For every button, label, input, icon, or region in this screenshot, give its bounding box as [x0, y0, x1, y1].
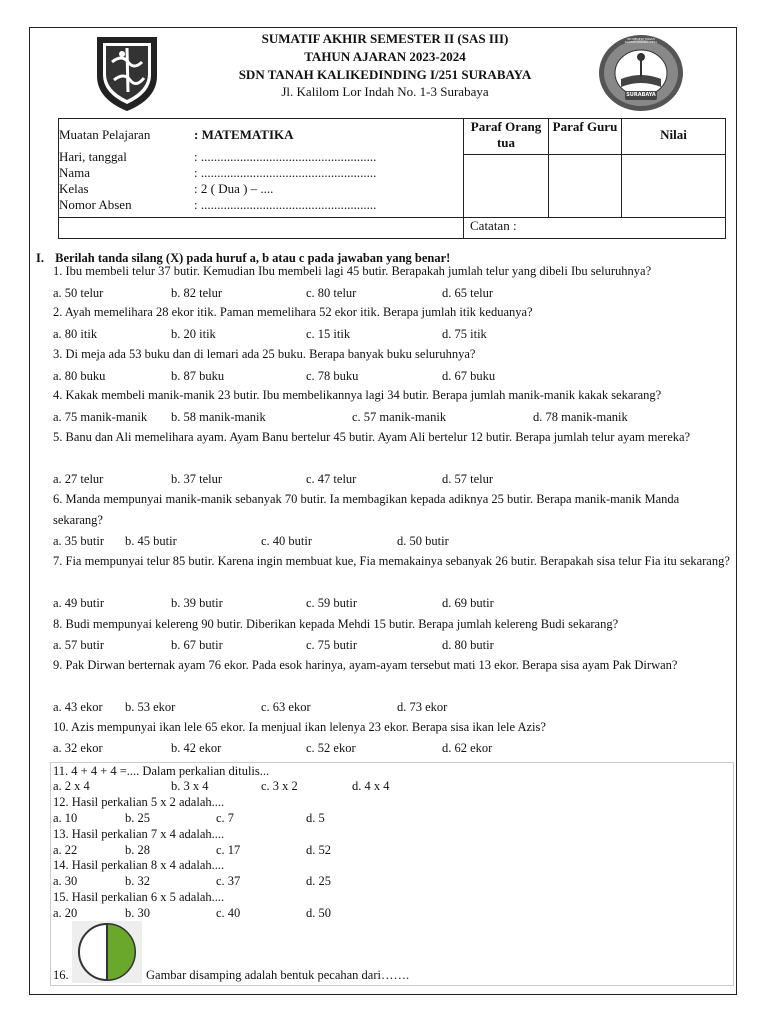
catatan-box[interactable]: Catatan :	[464, 218, 726, 239]
option-8b[interactable]: b. 67 butir	[171, 638, 223, 652]
school-name: SDN TANAH KALIKEDINDING I/251 SURABAYA	[238, 67, 532, 82]
option-4d[interactable]: d. 78 manik-manik	[533, 410, 628, 424]
option-12b[interactable]: b. 25	[125, 811, 150, 825]
options-6	[53, 534, 733, 552]
nilai-header: Nilai	[622, 119, 726, 155]
label-kelas: Kelas	[59, 181, 89, 196]
question-5: 5. Banu dan Ali memelihara ayam. Ayam Banu bertelur 45 butir. Ayam Ali bertelur 12 butir. Berapa jumlah telur ayam mereka?	[53, 430, 691, 444]
option-6c[interactable]: c. 40 butir	[261, 534, 313, 548]
options-12	[53, 811, 653, 825]
school-address: Jl. Kalilom Lor Indah No. 1-3 Surabaya	[281, 84, 489, 99]
option-3c[interactable]: c. 78 buku	[306, 369, 359, 383]
option-15c[interactable]: c. 40	[216, 906, 241, 920]
options-9	[53, 700, 733, 718]
option-3d[interactable]: d. 67 buku	[442, 369, 496, 383]
paraf-guru-box[interactable]	[549, 155, 622, 218]
question-11: 11. 4 + 4 + 4 =.... Dalam perkalian ditulis...	[53, 764, 270, 778]
nomor-absen-field[interactable]: : ......................................................	[194, 197, 377, 212]
option-6a[interactable]: a. 35 butir	[53, 534, 105, 548]
options-13	[53, 843, 653, 857]
exam-title: SUMATIF AKHIR SEMESTER II (SAS III)	[261, 31, 509, 46]
academic-year: TAHUN AJARAN 2023-2024	[304, 49, 466, 64]
option-14c[interactable]: c. 37	[216, 874, 241, 888]
option-10c[interactable]: c. 52 ekor	[306, 741, 356, 755]
question-12: 12. Hasil perkalian 5 x 2 adalah....	[53, 795, 225, 809]
option-5a[interactable]: a. 27 telur	[53, 472, 104, 486]
option-13b[interactable]: b. 28	[125, 843, 150, 857]
label-absen: Nomor Absen	[59, 197, 132, 212]
option-12c[interactable]: c. 7	[216, 811, 235, 825]
option-13d[interactable]: d. 52	[306, 843, 331, 857]
option-9b[interactable]: b. 53 ekor	[125, 700, 176, 714]
seal-city-text: SURABAYA	[626, 92, 656, 98]
option-7b[interactable]: b. 39 butir	[171, 596, 223, 610]
options-11	[53, 779, 653, 793]
options-14	[53, 874, 653, 888]
option-2b[interactable]: b. 20 itik	[171, 327, 216, 341]
option-15b[interactable]: b. 30	[125, 906, 150, 920]
option-8c[interactable]: c. 75 butir	[306, 638, 358, 652]
value-muatan: : MATEMATIKA	[194, 127, 294, 142]
options-7	[53, 596, 733, 614]
option-15d[interactable]: d. 50	[306, 906, 331, 920]
option-12d[interactable]: d. 5	[306, 811, 325, 825]
question-8: 8. Budi mempunyai kelereng 90 butir. Diberikan kepada Mehdi 15 butir. Berapa jumlah kelereng Budi sekarang?	[53, 617, 619, 631]
option-8a[interactable]: a. 57 butir	[53, 638, 105, 652]
option-11d[interactable]: d. 4 x 4	[352, 779, 390, 793]
option-1a[interactable]: a. 50 telur	[53, 286, 104, 300]
option-14b[interactable]: b. 32	[125, 874, 150, 888]
option-7c[interactable]: c. 59 butir	[306, 596, 358, 610]
option-3b[interactable]: b. 87 buku	[171, 369, 225, 383]
option-5c[interactable]: c. 47 telur	[306, 472, 357, 486]
hari-tanggal-field[interactable]: : ......................................................	[194, 149, 377, 164]
option-5d[interactable]: d. 57 telur	[442, 472, 494, 486]
options-4	[53, 410, 733, 428]
option-4b[interactable]: b. 58 manik-manik	[171, 410, 266, 424]
option-9a[interactable]: a. 43 ekor	[53, 700, 103, 714]
nama-field[interactable]: : ......................................................	[194, 165, 377, 180]
paraf-ortu-header: Paraf Orang tua	[464, 119, 549, 155]
option-13a[interactable]: a. 22	[53, 843, 78, 857]
question-15: 15. Hasil perkalian 6 x 5 adalah....	[53, 890, 225, 904]
option-11a[interactable]: a. 2 x 4	[53, 779, 90, 793]
option-10a[interactable]: a. 32 ekor	[53, 741, 103, 755]
options-15	[53, 906, 653, 920]
label-muatan: Muatan Pelajaran	[59, 127, 151, 142]
question-2: 2. Ayah memelihara 28 ekor itik. Paman memelihara 52 ekor itik. Berapa jumlah itik keduanya?	[53, 305, 533, 319]
option-6d[interactable]: d. 50 butir	[397, 534, 449, 548]
option-13c[interactable]: c. 17	[216, 843, 241, 857]
option-4c[interactable]: c. 57 manik-manik	[352, 410, 447, 424]
option-7d[interactable]: d. 69 butir	[442, 596, 494, 610]
fraction-circle-figure	[72, 921, 142, 983]
nilai-box[interactable]	[622, 155, 726, 218]
section-number: I.	[36, 251, 44, 265]
question-7: 7. Fia mempunyai telur 85 butir. Karena ingin membuat kue, Fia memakainya sebanyak 26 butir. Berapakah sisa telur Fia itu sekarang?	[53, 554, 730, 568]
option-9c[interactable]: c. 63 ekor	[261, 700, 311, 714]
question-13: 13. Hasil perkalian 7 x 4 adalah....	[53, 827, 225, 841]
options-8	[53, 638, 733, 656]
option-14a[interactable]: a. 30	[53, 874, 78, 888]
question-16-number: 16.	[53, 968, 69, 982]
option-11b[interactable]: b. 3 x 4	[171, 779, 209, 793]
seal-caption	[597, 33, 685, 113]
fraction-shaded-part	[107, 924, 135, 980]
option-2d[interactable]: d. 75 itik	[442, 327, 487, 341]
option-2c[interactable]: c. 15 itik	[306, 327, 351, 341]
option-8d[interactable]: d. 80 butir	[442, 638, 494, 652]
option-10d[interactable]: d. 62 ekor	[442, 741, 493, 755]
question-16-text: Gambar disamping adalah bentuk pecahan dari…….	[146, 968, 410, 982]
surabaya-emblem-logo	[92, 32, 162, 112]
label-hari: Hari, tanggal	[59, 149, 127, 164]
paraf-guru-header: Paraf Guru	[549, 119, 622, 155]
option-14d[interactable]: d. 25	[306, 874, 331, 888]
section-instruction-text: Berilah tanda silang (X) pada huruf a, b atau c pada jawaban yang benar!	[55, 251, 451, 265]
option-12a[interactable]: a. 10	[53, 811, 78, 825]
option-10b[interactable]: b. 42 ekor	[171, 741, 222, 755]
kelas-field[interactable]: : 2 ( Dua ) – ....	[194, 181, 274, 196]
options-5	[53, 472, 733, 490]
question-14: 14. Hasil perkalian 8 x 4 adalah....	[53, 858, 225, 872]
option-1b[interactable]: b. 82 telur	[171, 286, 223, 300]
option-7a[interactable]: a. 49 butir	[53, 596, 105, 610]
option-1d[interactable]: d. 65 telur	[442, 286, 494, 300]
option-3a[interactable]: a. 80 buku	[53, 369, 106, 383]
question-9: 9. Pak Dirwan berternak ayam 76 ekor. Pada esok harinya, ayam-ayam tersebut mati 13 ekor. Berapa sisa ayam Pak Dirwan?	[53, 658, 678, 672]
label-nama: Nama	[59, 165, 91, 180]
question-3: 3. Di meja ada 53 buku dan di lemari ada 25 buku. Berapa banyak buku seluruhnya?	[53, 347, 476, 361]
option-1c[interactable]: c. 80 telur	[306, 286, 357, 300]
option-5b[interactable]: b. 37 telur	[171, 472, 223, 486]
option-9d[interactable]: d. 73 ekor	[397, 700, 448, 714]
question-10: 10. Azis mempunyai ikan lele 65 ekor. Ia menjual ikan lelenya 23 ekor. Berapa sisa ikan lele Azis?	[53, 720, 546, 734]
identity-cell	[59, 119, 464, 218]
student-info-table	[58, 118, 726, 239]
option-2a[interactable]: a. 80 itik	[53, 327, 98, 341]
options-10	[53, 741, 733, 759]
option-6b[interactable]: b. 45 butir	[125, 534, 177, 548]
question-1: 1. Ibu membeli telur 37 butir. Kemudian Ibu membeli lagi 45 butir. Berapakah jumlah telur yang dibeli Ibu seluruhnya?	[53, 264, 652, 278]
question-6: 6. Manda mempunyai manik-manik sebanyak 70 butir. Ia membagikan kepada adiknya 25 butir. Berapa manik-manik Manda sekarang?	[53, 492, 680, 527]
options-2	[53, 327, 733, 345]
spacer-cell	[59, 218, 464, 239]
option-11c[interactable]: c. 3 x 2	[261, 779, 298, 793]
seal-ring-text: SD NEGERI TANAH KALIKEDINDING I/251	[624, 37, 658, 44]
option-4a[interactable]: a. 75 manik-manik	[53, 410, 148, 424]
option-15a[interactable]: a. 20	[53, 906, 78, 920]
question-4: 4. Kakak membeli manik-manik 23 butir. Ibu membelikannya lagi 34 butir. Berapa jumlah manik-manik kakak sekarang?	[53, 388, 662, 402]
paraf-ortu-box[interactable]	[464, 155, 549, 218]
